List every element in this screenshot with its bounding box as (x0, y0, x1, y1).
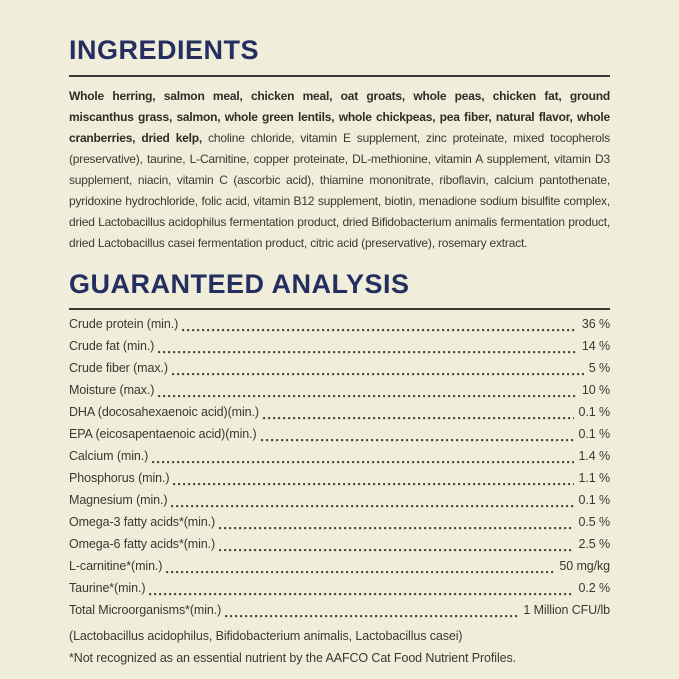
ingredients-lead-bold: Whole herring, salmon meal, chicken meal, oat groats, whole peas, chicken fat, ground miscanthus grass, salmon, whole green lentils, whole chickpeas, pea fiber, natural flavor, whole cranberries, dried kelp, (69, 88, 610, 145)
table-row (69, 361, 610, 383)
guaranteed-analysis-table (69, 317, 610, 669)
row-label: DHA (docosahexaenoic acid)(min.) (69, 405, 259, 420)
guaranteed-analysis-title: GUARANTEED ANALYSIS (69, 268, 410, 299)
table-row (69, 427, 610, 449)
dot-leader (225, 609, 518, 625)
dot-leader (173, 477, 573, 493)
row-label: Magnesium (min.) (69, 493, 168, 508)
dot-leader (182, 323, 577, 339)
row-value: 0.1 % (578, 427, 610, 442)
table-row (69, 581, 610, 603)
dot-leader (261, 433, 574, 449)
guaranteed-analysis-divider (69, 308, 610, 310)
table-row (69, 493, 610, 515)
row-label: EPA (eicosapentaenoic acid)(min.) (69, 427, 257, 442)
dot-leader (172, 367, 584, 383)
dot-leader (158, 389, 577, 405)
row-value: 1.1 % (578, 471, 610, 486)
table-row (69, 515, 610, 537)
table-row (69, 383, 610, 405)
row-value: 0.1 % (578, 405, 610, 420)
dot-leader (149, 587, 573, 603)
table-row (69, 317, 610, 339)
row-value: 10 % (581, 383, 610, 398)
row-value: 5 % (588, 361, 610, 376)
row-value: 36 % (581, 317, 610, 332)
table-row (69, 449, 610, 471)
row-label: Crude fat (min.) (69, 339, 155, 354)
dot-leader (158, 345, 577, 361)
aafco-footnote: *Not recognized as an essential nutrient by the AAFCO Cat Food Nutrient Profiles. (69, 651, 516, 666)
ingredients-divider (69, 75, 610, 77)
row-value: 0.2 % (578, 581, 610, 596)
row-value: 2.5 % (578, 537, 610, 552)
row-value: 0.5 % (578, 515, 610, 530)
row-label: Moisture (max.) (69, 383, 155, 398)
row-label: Phosphorus (min.) (69, 471, 170, 486)
microorganisms-detail: (Lactobacillus acidophilus, Bifidobacterium animalis, Lactobacillus casei) (69, 629, 463, 644)
dot-leader (263, 411, 574, 427)
dot-leader (219, 543, 573, 559)
dot-leader (171, 499, 573, 515)
ingredients-paragraph (69, 86, 610, 254)
row-label: L-carnitine*(min.) (69, 559, 163, 574)
row-label: Taurine*(min.) (69, 581, 146, 596)
row-value: 50 mg/kg (559, 559, 610, 574)
table-row (69, 559, 610, 581)
table-row (69, 405, 610, 427)
table-row (69, 471, 610, 493)
row-label: Calcium (min.) (69, 449, 149, 464)
row-value: 1.4 % (578, 449, 610, 464)
table-row (69, 339, 610, 361)
row-label: Crude fiber (max.) (69, 361, 168, 376)
row-label: Omega-3 fatty acids*(min.) (69, 515, 216, 530)
ingredients-title: INGREDIENTS (69, 35, 260, 65)
row-label: Total Microorganisms*(min.) (69, 603, 222, 618)
table-row (69, 603, 610, 625)
dot-leader (152, 455, 573, 471)
row-value: 1 Million CFU/lb (523, 603, 610, 618)
dot-leader (219, 521, 573, 537)
table-row (69, 537, 610, 559)
dot-leader (166, 565, 554, 581)
row-label: Crude protein (min.) (69, 317, 179, 332)
row-value: 0.1 % (578, 493, 610, 508)
row-label: Omega-6 fatty acids*(min.) (69, 537, 216, 552)
row-value: 14 % (581, 339, 610, 354)
ingredients-rest: choline chloride, vitamin E supplement, zinc proteinate, mixed tocopherols (preservative), taurine, L-Carnitine, copper proteinate, DL-methionine, vitamin A supplement, vitamin D3 supplement, niacin, vitamin C (ascorbic acid), thiamine mononitrate, riboflavin, calcium pantothenate, pyridoxine hydrochloride, folic acid, vitamin B12 supplement, biotin, menadione sodium bisulfite complex, dried Lactobacillus acidophilus fermentation product, dried Bifidobacterium animalis fermentation product, dried Lactobacillus casei fermentation product, citric acid (preservative), rosemary extract. (69, 130, 611, 250)
